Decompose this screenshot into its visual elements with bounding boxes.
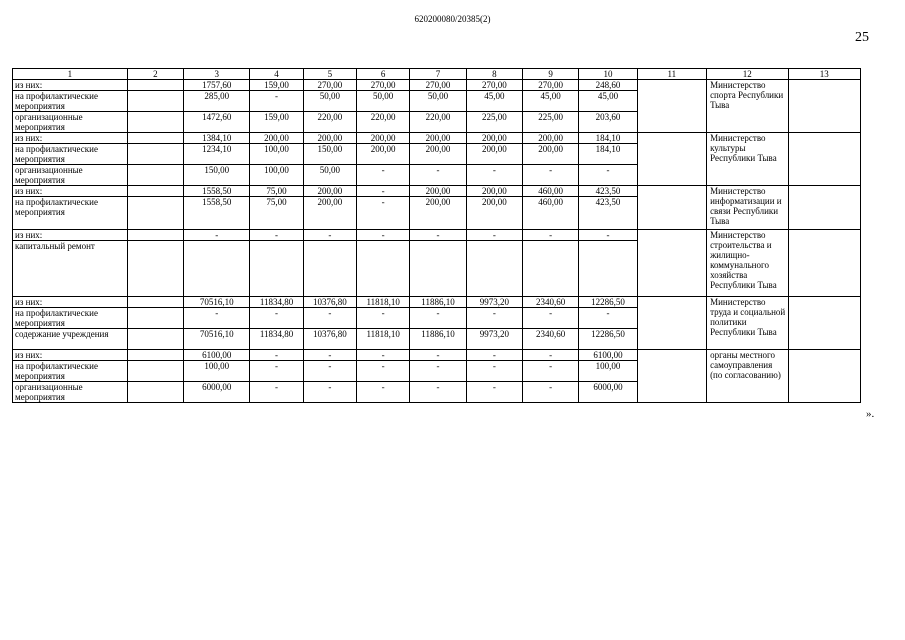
value-cell: - [579, 165, 637, 186]
value-cell: 100,00 [250, 144, 303, 165]
value-cell: - [250, 350, 303, 361]
value-cell: - [357, 230, 410, 241]
value-cell: - [303, 350, 356, 361]
value-cell: - [184, 230, 250, 241]
value-cell: 50,00 [357, 91, 410, 112]
empty-cell [127, 165, 183, 186]
value-cell: 225,00 [522, 112, 578, 133]
value-cell: 270,00 [522, 80, 578, 91]
table-row [13, 350, 861, 361]
value-cell: - [250, 382, 303, 403]
header-cell: 7 [410, 69, 466, 80]
value-cell: - [250, 230, 303, 241]
row-label: на профилактические мероприятия [13, 361, 128, 382]
value-cell: - [410, 165, 466, 186]
value-cell: 200,00 [303, 133, 356, 144]
header-row [13, 69, 861, 80]
header-cell: 3 [184, 69, 250, 80]
value-cell: 75,00 [250, 186, 303, 197]
value-cell: 184,10 [579, 144, 637, 165]
value-cell: 9973,20 [466, 329, 522, 350]
row-label: на профилактические мероприятия [13, 144, 128, 165]
empty-cell [788, 350, 860, 403]
header-cell: 8 [466, 69, 522, 80]
empty-cell [127, 297, 183, 308]
value-cell: - [466, 308, 522, 329]
empty-cell [788, 133, 860, 186]
value-cell: - [466, 350, 522, 361]
value-cell: 200,00 [522, 133, 578, 144]
value-cell: 200,00 [410, 186, 466, 197]
value-cell: - [357, 197, 410, 230]
row-label: на профилактические мероприятия [13, 91, 128, 112]
value-cell: 200,00 [357, 144, 410, 165]
empty-cell [127, 197, 183, 230]
value-cell: - [466, 361, 522, 382]
value-cell: 1234,10 [184, 144, 250, 165]
value-cell: - [579, 308, 637, 329]
table-row [13, 297, 861, 308]
empty-cell [127, 144, 183, 165]
value-cell: - [466, 382, 522, 403]
value-cell: 2340,60 [522, 297, 578, 308]
value-cell: 45,00 [522, 91, 578, 112]
value-cell: 6100,00 [579, 350, 637, 361]
empty-cell [127, 241, 183, 297]
value-cell: 45,00 [579, 91, 637, 112]
value-cell: 270,00 [466, 80, 522, 91]
budget-table [12, 68, 861, 403]
value-cell: - [466, 165, 522, 186]
value-cell: 423,50 [579, 197, 637, 230]
value-cell: 225,00 [466, 112, 522, 133]
value-cell: 270,00 [303, 80, 356, 91]
value-cell: 200,00 [357, 133, 410, 144]
value-cell: 70516,10 [184, 329, 250, 350]
value-cell: 50,00 [410, 91, 466, 112]
value-cell: 159,00 [250, 80, 303, 91]
value-cell: 12286,50 [579, 329, 637, 350]
value-cell: - [522, 361, 578, 382]
value-cell: 200,00 [250, 133, 303, 144]
value-cell: - [357, 350, 410, 361]
value-cell: 11818,10 [357, 297, 410, 308]
value-cell: - [579, 230, 637, 241]
value-cell: 100,00 [579, 361, 637, 382]
empty-cell [127, 80, 183, 91]
row-label: из них: [13, 186, 128, 197]
row-label: организационные мероприятия [13, 112, 128, 133]
value-cell: 184,10 [579, 133, 637, 144]
header-cell: 11 [637, 69, 706, 80]
value-cell: 10376,80 [303, 297, 356, 308]
value-cell: - [410, 308, 466, 329]
header-cell: 9 [522, 69, 578, 80]
empty-cell [637, 133, 706, 186]
value-cell: 11818,10 [357, 329, 410, 350]
document-id: 620200080/20385(2) [414, 14, 491, 24]
value-cell: - [303, 361, 356, 382]
row-label: организационные мероприятия [13, 382, 128, 403]
empty-cell [637, 230, 706, 297]
empty-cell [127, 91, 183, 112]
empty-cell [788, 186, 860, 230]
value-cell [579, 241, 637, 297]
empty-cell [127, 329, 183, 350]
value-cell: - [303, 308, 356, 329]
row-label: содержание учреждения [13, 329, 128, 350]
header-cell: 12 [707, 69, 788, 80]
value-cell: - [410, 382, 466, 403]
value-cell: 200,00 [303, 186, 356, 197]
empty-cell [788, 80, 860, 133]
value-cell [410, 241, 466, 297]
row-label: из них: [13, 230, 128, 241]
value-cell: 9973,20 [466, 297, 522, 308]
header-cell: 5 [303, 69, 356, 80]
value-cell [466, 241, 522, 297]
empty-cell [637, 350, 706, 403]
empty-cell [637, 80, 706, 133]
value-cell: 100,00 [250, 165, 303, 186]
value-cell: - [410, 361, 466, 382]
value-cell: - [522, 382, 578, 403]
table-row [13, 230, 861, 241]
value-cell: - [303, 230, 356, 241]
empty-cell [127, 230, 183, 241]
value-cell: - [357, 186, 410, 197]
header-cell: 6 [357, 69, 410, 80]
row-label: на профилактические мероприятия [13, 308, 128, 329]
value-cell: - [410, 350, 466, 361]
value-cell: 45,00 [466, 91, 522, 112]
value-cell: 11834,80 [250, 329, 303, 350]
row-label: из них: [13, 297, 128, 308]
value-cell: 2340,60 [522, 329, 578, 350]
value-cell: 423,50 [579, 186, 637, 197]
responsible-organization: Министерство труда и социальной политики Республики Тыва [707, 297, 788, 350]
value-cell [303, 241, 356, 297]
value-cell: 270,00 [410, 80, 466, 91]
value-cell: - [357, 382, 410, 403]
empty-cell [127, 186, 183, 197]
row-label: организационные мероприятия [13, 165, 128, 186]
empty-cell [127, 361, 183, 382]
table-row [13, 133, 861, 144]
value-cell: 100,00 [184, 361, 250, 382]
header-cell: 4 [250, 69, 303, 80]
value-cell [357, 241, 410, 297]
value-cell: 200,00 [466, 144, 522, 165]
empty-cell [637, 186, 706, 230]
empty-cell [127, 133, 183, 144]
row-label: из них: [13, 350, 128, 361]
value-cell: 200,00 [303, 197, 356, 230]
table-row [13, 80, 861, 91]
value-cell: - [466, 230, 522, 241]
value-cell: 6000,00 [184, 382, 250, 403]
value-cell: 11834,80 [250, 297, 303, 308]
value-cell: 248,60 [579, 80, 637, 91]
value-cell: - [250, 308, 303, 329]
header-cell: 13 [788, 69, 860, 80]
value-cell [184, 241, 250, 297]
responsible-organization: Министерство культуры Республики Тыва [707, 133, 788, 186]
value-cell: 460,00 [522, 186, 578, 197]
value-cell: 1384,10 [184, 133, 250, 144]
empty-cell [127, 382, 183, 403]
value-cell: 200,00 [466, 186, 522, 197]
table-row [13, 186, 861, 197]
closing-quote-mark: ». [866, 408, 875, 420]
value-cell: 6100,00 [184, 350, 250, 361]
value-cell: 6000,00 [579, 382, 637, 403]
value-cell: 11886,10 [410, 297, 466, 308]
header-cell: 2 [127, 69, 183, 80]
value-cell: 285,00 [184, 91, 250, 112]
value-cell: 220,00 [410, 112, 466, 133]
value-cell: 10376,80 [303, 329, 356, 350]
value-cell: 200,00 [466, 133, 522, 144]
row-label: из них: [13, 133, 128, 144]
value-cell: 220,00 [303, 112, 356, 133]
value-cell: - [184, 308, 250, 329]
value-cell [250, 241, 303, 297]
value-cell: 1558,50 [184, 186, 250, 197]
value-cell: - [357, 308, 410, 329]
value-cell: - [522, 350, 578, 361]
value-cell: 1472,60 [184, 112, 250, 133]
value-cell: - [357, 361, 410, 382]
value-cell: 50,00 [303, 91, 356, 112]
value-cell: - [303, 382, 356, 403]
row-label: из них: [13, 80, 128, 91]
value-cell: 270,00 [357, 80, 410, 91]
value-cell: 1558,50 [184, 197, 250, 230]
value-cell: - [522, 230, 578, 241]
value-cell: 200,00 [410, 197, 466, 230]
value-cell: 200,00 [466, 197, 522, 230]
value-cell: 11886,10 [410, 329, 466, 350]
value-cell: 50,00 [303, 165, 356, 186]
header-cell: 1 [13, 69, 128, 80]
value-cell: 460,00 [522, 197, 578, 230]
value-cell: 150,00 [303, 144, 356, 165]
value-cell: - [522, 165, 578, 186]
value-cell: - [250, 91, 303, 112]
responsible-organization: Министерство спорта Республики Тыва [707, 80, 788, 133]
empty-cell [127, 350, 183, 361]
value-cell [522, 241, 578, 297]
value-cell: 200,00 [522, 144, 578, 165]
responsible-organization: органы местного самоуправления (по согласованию) [707, 350, 788, 403]
responsible-organization: Министерство информатизации и связи Республики Тыва [707, 186, 788, 230]
responsible-organization: Министерство строительства и жилищно-коммунального хозяйства Республики Тыва [707, 230, 788, 297]
value-cell: 200,00 [410, 144, 466, 165]
value-cell: - [250, 361, 303, 382]
value-cell: 150,00 [184, 165, 250, 186]
value-cell: 1757,60 [184, 80, 250, 91]
row-label: капитальный ремонт [13, 241, 128, 297]
value-cell: 12286,50 [579, 297, 637, 308]
value-cell: - [410, 230, 466, 241]
empty-cell [788, 230, 860, 297]
value-cell: 200,00 [410, 133, 466, 144]
empty-cell [637, 297, 706, 350]
value-cell: 70516,10 [184, 297, 250, 308]
value-cell: - [357, 165, 410, 186]
value-cell: - [522, 308, 578, 329]
empty-cell [127, 308, 183, 329]
header-cell: 10 [579, 69, 637, 80]
page-number: 25 [855, 30, 869, 45]
value-cell: 220,00 [357, 112, 410, 133]
row-label: на профилактические мероприятия [13, 197, 128, 230]
empty-cell [788, 297, 860, 350]
empty-cell [127, 112, 183, 133]
value-cell: 159,00 [250, 112, 303, 133]
value-cell: 203,60 [579, 112, 637, 133]
value-cell: 75,00 [250, 197, 303, 230]
